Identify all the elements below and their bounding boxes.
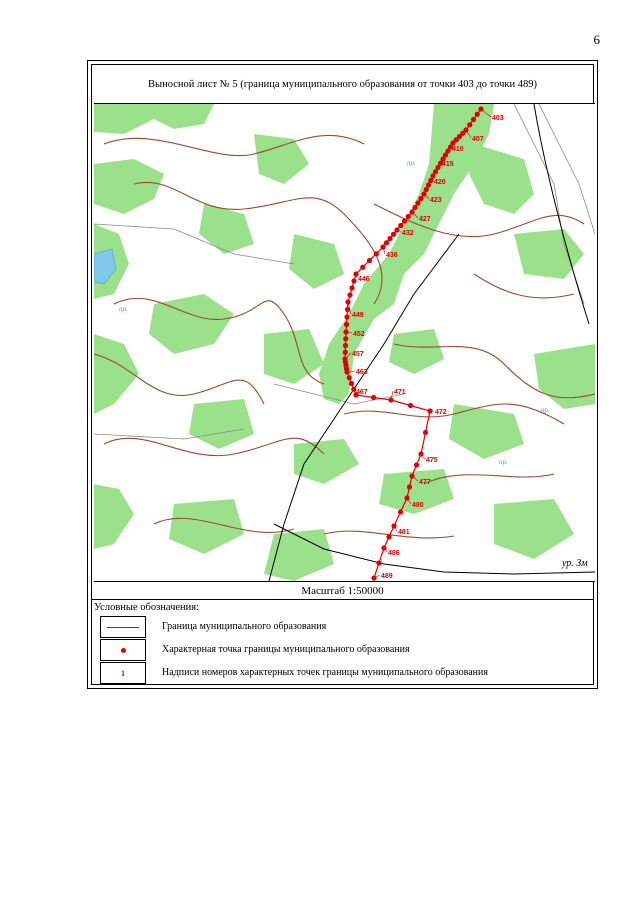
- forest-areas: [94, 104, 595, 581]
- point-number-label: 471: [394, 389, 406, 396]
- point-number-label: 427: [419, 216, 431, 223]
- legend-item-label: [92, 662, 593, 686]
- legend-text: Характерная точка границы муниципального образования: [162, 644, 410, 655]
- page-number: 6: [593, 32, 600, 47]
- point-number-label: 436: [386, 252, 398, 259]
- point-number-label: 423: [430, 197, 442, 204]
- boundary-point: [408, 403, 413, 408]
- boundary-point: [376, 560, 381, 565]
- boundary-point: [349, 381, 354, 386]
- point-number-label: 410: [452, 146, 464, 153]
- boundary-point: [343, 336, 348, 341]
- legend-symbol-point: [100, 639, 146, 661]
- legend-symbol-label: [100, 662, 146, 684]
- boundary-point: [428, 178, 433, 183]
- legend-item-point: [92, 639, 593, 663]
- river-label: пр.: [407, 159, 416, 167]
- boundary-point: [475, 112, 480, 117]
- point-number-label: 489: [381, 573, 393, 580]
- river-label: пр.: [119, 305, 128, 313]
- boundary-point: [424, 187, 429, 192]
- point-number-label: 475: [426, 457, 438, 464]
- map-scale: Масштаб 1:50000: [301, 585, 384, 597]
- boundary-line-icon: [107, 627, 139, 628]
- point-number-label: 467: [356, 389, 368, 396]
- point-label-icon: 1: [121, 668, 125, 678]
- legend-text: Граница муниципального образования: [162, 621, 327, 632]
- legend-title: Условные обозначения:: [94, 602, 200, 613]
- boundary-point: [349, 285, 354, 290]
- boundary-point: [360, 265, 365, 270]
- boundary-point: [398, 223, 403, 228]
- boundary-point: [386, 534, 391, 539]
- boundary-point: [467, 122, 472, 127]
- boundary-point: [423, 430, 428, 435]
- boundary-point: [371, 395, 376, 400]
- point-number-label: 457: [352, 351, 364, 358]
- sheet-title: Выносной лист № 5 (граница муниципального образования от точки 403 до точки 489): [148, 79, 537, 90]
- point-number-label: 477: [419, 479, 431, 486]
- point-number-label: 420: [434, 179, 446, 186]
- boundary-point: [343, 350, 348, 355]
- legend-divider: [92, 599, 593, 600]
- point-number-label: 415: [442, 161, 454, 168]
- legend-item-boundary: [92, 616, 593, 640]
- boundary-point: [367, 258, 372, 263]
- river-label: пр.: [499, 458, 508, 466]
- boundary-point: [402, 218, 407, 223]
- boundary-point-icon: [121, 648, 126, 653]
- boundary-point: [344, 314, 349, 319]
- boundary-point: [344, 322, 349, 327]
- place-label: ур. Зм: [562, 558, 588, 569]
- boundary-point: [347, 292, 352, 297]
- boundary-point: [347, 375, 352, 380]
- boundary-point: [351, 278, 356, 283]
- boundary-point: [406, 214, 411, 219]
- boundary-point: [412, 205, 417, 210]
- boundary-point: [414, 462, 419, 467]
- boundary-point: [374, 251, 379, 256]
- point-number-label: 449: [352, 312, 364, 319]
- boundary-point: [343, 343, 348, 348]
- map-frame[interactable]: [94, 103, 595, 582]
- legend-symbol-boundary: [100, 616, 146, 638]
- point-number-label: 463: [356, 369, 368, 376]
- point-number-label: 472: [435, 409, 447, 416]
- boundary-point: [391, 232, 396, 237]
- point-number-label: 403: [492, 115, 504, 122]
- point-number-label: 432: [402, 230, 414, 237]
- point-number-label: 407: [472, 136, 484, 143]
- legend-text: Надписи номеров характерных точек границы муниципального образования: [162, 667, 488, 678]
- map-sheet: [87, 60, 598, 689]
- boundary-point: [407, 484, 412, 489]
- point-number-label: 481: [398, 529, 410, 536]
- boundary-point: [426, 182, 431, 187]
- point-number-label: 480: [412, 502, 424, 509]
- boundary-point: [398, 509, 403, 514]
- sheet-inner-frame: [91, 64, 594, 685]
- boundary-point: [384, 240, 389, 245]
- boundary-point: [415, 200, 420, 205]
- boundary-point: [471, 117, 476, 122]
- point-number-label: 446: [358, 276, 370, 283]
- boundary-point: [418, 196, 423, 201]
- point-number-label: 486: [388, 550, 400, 557]
- river-label: пр.: [541, 406, 550, 414]
- point-number-label: 452: [353, 331, 365, 338]
- boundary-point: [387, 236, 392, 241]
- topographic-map[interactable]: [94, 104, 595, 581]
